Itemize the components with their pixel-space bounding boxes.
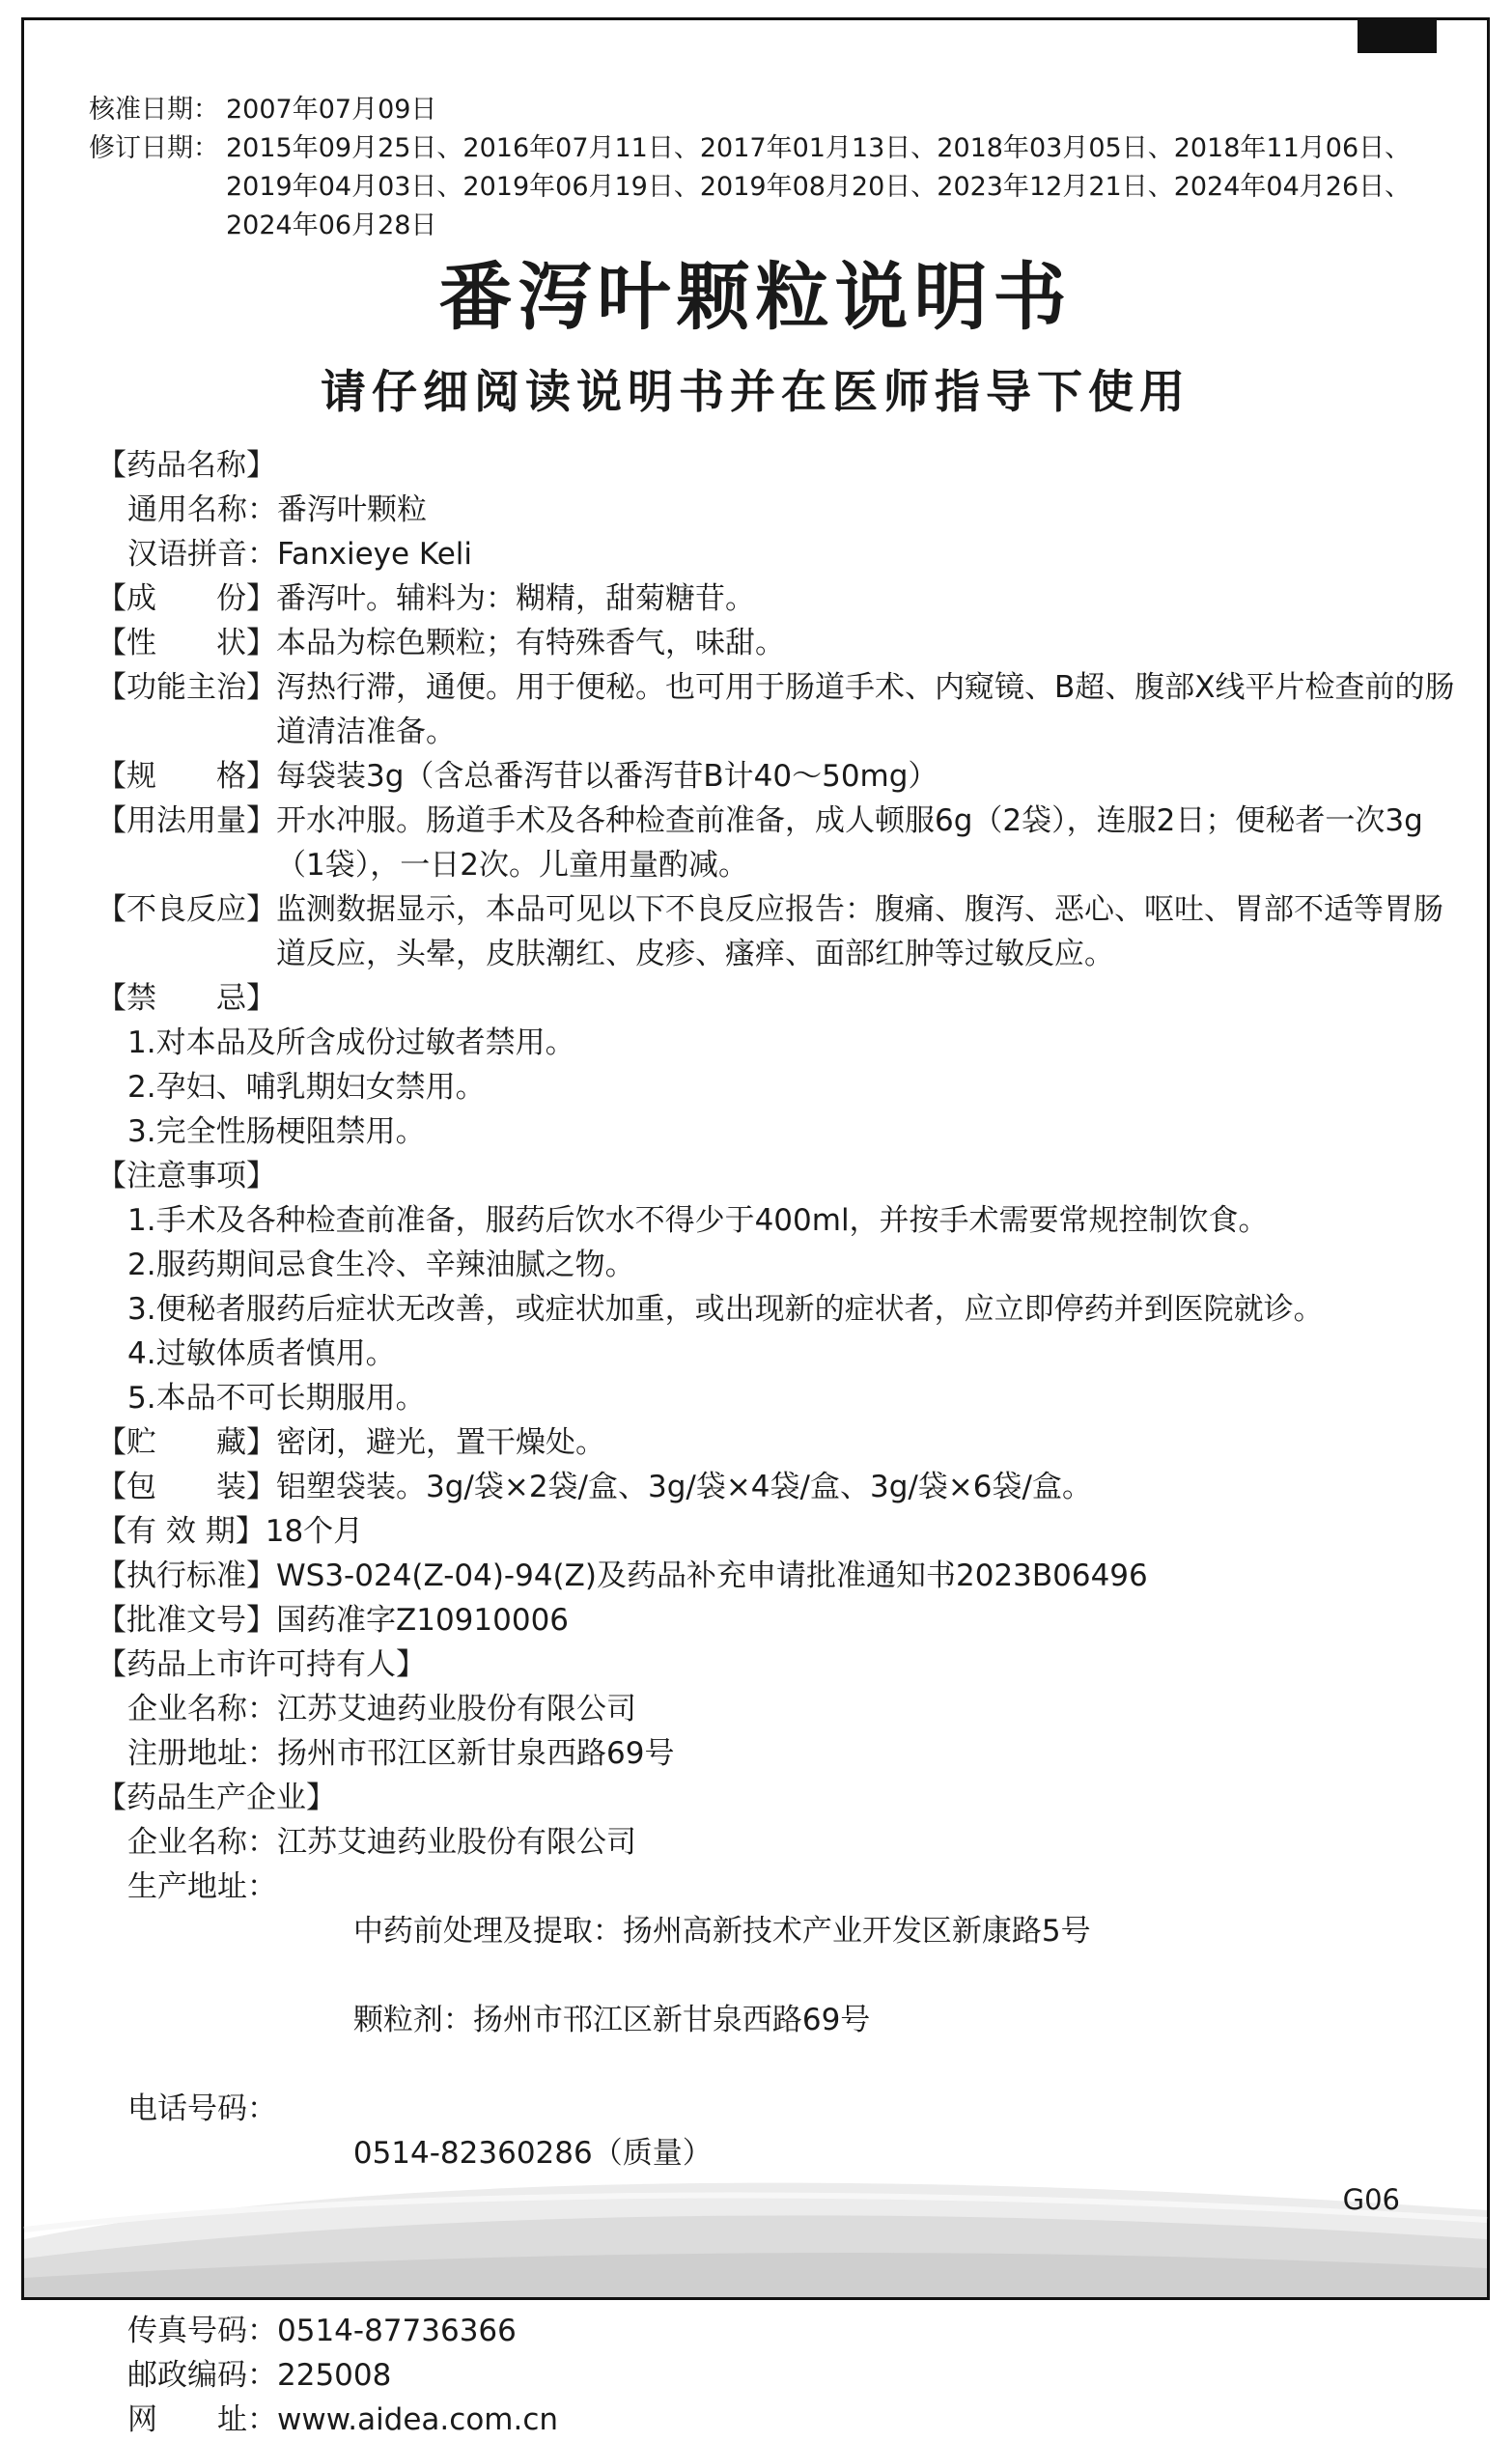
section-label: 【成 份】 (97, 581, 276, 616)
section-value: 18个月 (265, 1514, 364, 1549)
page-code: G06 (1342, 2183, 1400, 2216)
precautions-section (97, 1154, 1468, 1198)
field-value (277, 1865, 1468, 2087)
spec-row (97, 754, 1468, 799)
mfr-company-row (97, 1820, 1468, 1865)
document-title: 番泻叶颗粒说明书 (438, 254, 1073, 340)
revision-date-value: 2015年09月25日、2016年07月11日、2017年01月13日、2018年03月05日、2018年11月06日、2019年04月03日、2019年06月19日、2019年08月20日、2023年12月21日、2024年04月26日、2024年06月28日 (226, 133, 1412, 240)
list-item-text: 2.服药期间忌食生冷、辛辣油腻之物。 (127, 1248, 635, 1282)
instruction-sheet (21, 17, 1490, 2437)
composition-row (97, 576, 1468, 621)
decorative-swoosh (24, 2123, 1487, 2297)
section-value: 开水冲服。肠道手术及各种检查前准备，成人顿服6g（2袋），连服2日；便秘者一次3g（1袋），一日2次。儿童用量酌减。 (276, 803, 1423, 883)
list-item-text: 3.便秘者服药后症状无改善，或症状加重，或出现新的症状者，应立即停药并到医院就诊。 (127, 1292, 1324, 1327)
phone-line-1: 0514-82360286（质量） (352, 2136, 713, 2171)
field-label: 注册地址： (127, 1736, 277, 1771)
manufacturer-section (97, 1776, 1468, 1820)
package-row (97, 1465, 1468, 1509)
corner-black-mark (1358, 20, 1437, 53)
section-header: 【药品上市许可持有人】 (97, 1647, 426, 1682)
list-item (97, 1021, 1468, 1065)
date-block (89, 91, 1448, 245)
postcode-row (97, 2353, 1468, 2398)
section-header: 【药品生产企业】 (97, 1781, 336, 1815)
field-value: 扬州市邗江区新甘泉西路69号 (277, 1736, 675, 1771)
adverse-reactions-row (97, 887, 1468, 976)
section-value: 每袋装3g（含总番泻苷以番泻苷B计40～50mg） (276, 759, 938, 794)
field-label: 企业名称： (127, 1825, 277, 1860)
field-label: 通用名称： (127, 492, 277, 527)
list-item (97, 1287, 1468, 1332)
list-item (97, 1332, 1468, 1376)
storage-row (97, 1420, 1468, 1465)
list-item-text: 4.过敏体质者慎用。 (127, 1336, 396, 1371)
section-label: 【性 状】 (97, 626, 276, 660)
list-item-text: 1.对本品及所含成份过敏者禁用。 (127, 1025, 575, 1060)
mfr-address-row (97, 1865, 1468, 2087)
section-value: 监测数据显示，本品可见以下不良反应报告：腹痛、腹泻、恶心、呕吐、胃部不适等胃肠道反应，头晕，皮肤潮红、皮疹、瘙痒、面部红肿等过敏反应。 (276, 892, 1443, 971)
field-label: 企业名称： (127, 1692, 277, 1726)
description-row (97, 621, 1468, 665)
section-label: 【包 装】 (97, 1470, 276, 1504)
section-header: 【药品名称】 (97, 448, 276, 483)
field-label: 汉语拼音： (127, 537, 277, 572)
section-label: 【不良反应】 (97, 892, 276, 927)
list-item-text: 2.孕妇、哺乳期妇女禁用。 (127, 1070, 486, 1105)
section-value: 番泻叶。辅料为：糊精，甜菊糖苷。 (276, 581, 755, 616)
field-label: 网 址： (127, 2402, 277, 2437)
contraindications-section (97, 976, 1468, 1021)
holder-address-row (97, 1731, 1468, 1776)
revision-date-label: 修订日期： (89, 133, 219, 163)
indications-row (97, 665, 1468, 754)
pinyin-row (97, 532, 1468, 576)
field-value: 江苏艾迪药业股份有限公司 (277, 1825, 636, 1860)
section-header: 【禁 忌】 (97, 981, 276, 1016)
fax-row (97, 2309, 1468, 2353)
section-value: 国药准字Z10910006 (276, 1603, 570, 1638)
holder-section (97, 1642, 1468, 1687)
field-value: 225008 (277, 2358, 392, 2393)
revision-date-row (89, 129, 1448, 245)
section-value: 泻热行滞，通便。用于便秘。也可用于肠道手术、内窥镜、B超、腹部X线平片检查前的肠道清洁准备。 (276, 670, 1455, 749)
standard-row (97, 1554, 1468, 1598)
section-value: WS3-024(Z-04)-94(Z)及药品补充申请批准通知书2023B06496 (276, 1558, 1148, 1593)
section-value: 本品为棕色颗粒；有特殊香气，味甜。 (276, 626, 785, 660)
website-row (97, 2398, 1468, 2442)
document-subtitle: 请仔细阅读说明书并在医师指导下使用 (321, 366, 1190, 419)
section-label: 【有 效 期】 (97, 1514, 266, 1549)
field-value: 0514-87736366 (277, 2314, 517, 2348)
list-item-text: 3.完全性肠梗阻禁用。 (127, 1114, 426, 1149)
section-label: 【规 格】 (97, 759, 276, 794)
usage-row (97, 799, 1468, 887)
mfr-address-line-1: 中药前处理及提取：扬州高新技术产业开发区新康路5号 (352, 1914, 1091, 1949)
list-item (97, 1243, 1468, 1287)
mfr-address-line-2: 颗粒剂：扬州市邗江区新甘泉西路69号 (352, 2003, 871, 2037)
list-item-text: 5.本品不可长期服用。 (127, 1381, 426, 1416)
list-item (97, 1065, 1468, 1109)
field-label: 传真号码： (127, 2314, 277, 2348)
list-item-text: 1.手术及各种检查前准备，服药后饮水不得少于400ml，并按手术需要常规控制饮食。 (127, 1203, 1269, 1238)
field-label: 生产地址： (127, 1869, 277, 1904)
section-label: 【用法用量】 (97, 803, 276, 838)
field-label: 邮政编码： (127, 2358, 277, 2393)
holder-company-row (97, 1687, 1468, 1731)
field-value: 江苏艾迪药业股份有限公司 (277, 1692, 636, 1726)
list-item (97, 1376, 1468, 1420)
section-header: 【注意事项】 (97, 1159, 276, 1193)
field-value: Fanxieye Keli (277, 537, 473, 572)
field-value: 番泻叶颗粒 (277, 492, 427, 527)
website-link[interactable]: www.aidea.com.cn (277, 2402, 559, 2437)
field-label: 电话号码： (127, 2091, 277, 2126)
list-item (97, 1109, 1468, 1154)
generic-name-row (97, 488, 1468, 532)
approval-date-label: 核准日期： (89, 95, 219, 125)
validity-row (97, 1509, 1468, 1554)
approval-date-row (89, 91, 1448, 129)
section-label: 【批准文号】 (97, 1603, 276, 1638)
section-value: 铝塑袋装。3g/袋×2袋/盒、3g/袋×4袋/盒、3g/袋×6袋/盒。 (276, 1470, 1092, 1504)
section-label: 【功能主治】 (97, 670, 276, 705)
drug-name-section (97, 443, 1468, 488)
section-value: 密闭，避光，置干燥处。 (276, 1425, 605, 1460)
approval-date-value: 2007年07月09日 (226, 95, 437, 125)
section-label: 【贮 藏】 (97, 1425, 276, 1460)
approval-number-row (97, 1598, 1468, 1642)
section-label: 【执行标准】 (97, 1558, 276, 1593)
list-item (97, 1198, 1468, 1243)
